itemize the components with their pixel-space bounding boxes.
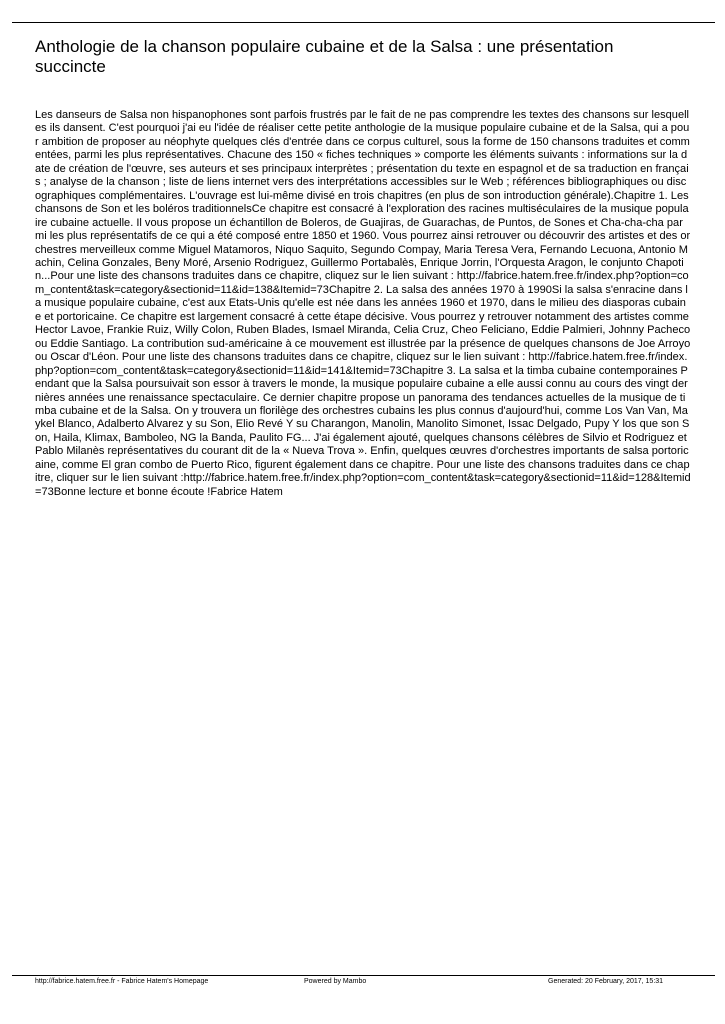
footer-rule — [12, 975, 715, 976]
page-title: Anthologie de la chanson populaire cubaine et de la Salsa : une présentation succincte — [35, 37, 614, 76]
footer-site-link[interactable]: http://fabrice.hatem.free.fr - Fabrice Hatem's Homepage — [35, 978, 209, 985]
header-rule — [12, 22, 715, 23]
footer-powered-by: Powered by Mambo — [304, 978, 367, 985]
footer-generated-date: Generated: 20 February, 2017, 15:31 — [548, 978, 664, 985]
article-body: Les danseurs de Salsa non hispanophones sont parfois frustrés par le fait de ne pas comprendre les textes des chansons sur lesquelles ils dansent. C'est pourquoi j'ai eu l'idée de réaliser cette petite anthologie de la musique populaire cubaine et de la Salsa, qui a pour ambition de proposer au néophyte quelques clés d'entrée dans ce corpus culturel, sous la forme de 150 chansons traduites et commentées, parmi les plus représentatives. Chacune des 150 « fiches techniques » comporte les éléments suivants : informations sur la date de création de l'œuvre, ses auteurs et ses principaux interprètes ; présentation du texte en espagnol et de sa traduction en français ; analyse de la chanson ; liste de liens internet vers des interprétations accessibles sur le Web ; références bibliographiques ou discographiques complémentaires. L'ouvrage est lui-même divisé en trois chapitres (en plus de son introduction générale).Chapitre 1. Les chansons de Son et les boléros traditionnelsCe chapitre est consacré à l'exploration des racines multiséculaires de la musique populaire cubaine actuelle. Il vous propose un échantillon de Boleros, de Guajiras, de Guarachas, de Puntos, de Sones et Cha-cha-cha parmi les plus représentatifs de ce qui a été composé entre 1850 et 1960. Vous pourrez ainsi retrouver ou découvrir des artistes et des orchestres merveilleux comme Miguel Matamoros, Niquo Saquito, Segundo Compay, Maria Teresa Vera, Fernando Lecuona, Antonio Machin, Celina Gonzales, Beny Moré, Arsenio Rodriguez, Guillermo Portabalès, Enrique Jorrin, l'Orquesta Aragon, le conjunto Chapotin...Pour une liste des chansons traduites dans ce chapitre, cliquez sur le lien suivant : http://fabrice.hatem.free.fr/index.php?option=com_content&task=category&sectionid=11&id=138&Itemid=73Chapitre 2. La salsa des années 1970 à 1990Si la salsa s'enracine dans la musique populaire cubaine, c'est aux Etats-Unis qu'elle est née dans les années 1960 et 1970, dans le milieu des diasporas cubaine et portoricaine. Ce chapitre est largement consacré à cette étape décisive. Vous pourrez y retrouver notamment des artistes comme Hector Lavoe, Frankie Ruiz, Willy Colon, Ruben Blades, Ismael Miranda, Celia Cruz, Cheo Feliciano, Eddie Palmieri, Johnny Pacheco ou Eddie Santiago. La contribution sud-américaine à ce mouvement est illustrée par la présence de quelques chansons de Joe Arroyo ou Oscar d'Léon. Pour une liste des chansons traduites dans ce chapitre, cliquez sur le lien suivant : http://fabrice.hatem.free.fr/index.php?option=com_content&task=category&sectionid=11&id=141&Itemid=73Chapitre 3. La salsa et la timba cubaine contemporaines Pendant que la Salsa poursuivait son essor à travers le monde, la musique populaire cubaine a elle aussi connu au cours des vingt dernières années une renaissance spectaculaire. Ce dernier chapitre propose un panorama des tendances actuelles de la musique de timba cubaine et de la Salsa. On y trouvera un florilège des orchestres cubains les plus connus d'aujourd'hui, comme Los Van Van, Maykel Blanco, Adalberto Alvarez y su Son, Elio Revé Y su Charangon, Manolin, Manolito Simonet, Issac Delgado, Pupy Y los que son Son, Haila, Klimax, Bamboleo, NG la Banda, Paulito FG... J'ai également ajouté, quelques chansons célèbres de Silvio et Rodriguez et Pablo Milanès représentatives du courant dit de la « Nueva Trova ». Enfin, quelques œuvres d'orchestres importants de salsa portoricaine, comme El gran combo de Puerto Rico, figurent également dans ce chapitre. Pour une liste des chansons traduites dans ce chapitre, cliquer sur le lien suivant :http://fabrice.hatem.free.fr/index.php?option=com_content&task=category&sectionid=11&id=128&Itemid=73Bonne lecture et bonne écoute !Fabrice Hatem — [35, 109, 691, 498]
